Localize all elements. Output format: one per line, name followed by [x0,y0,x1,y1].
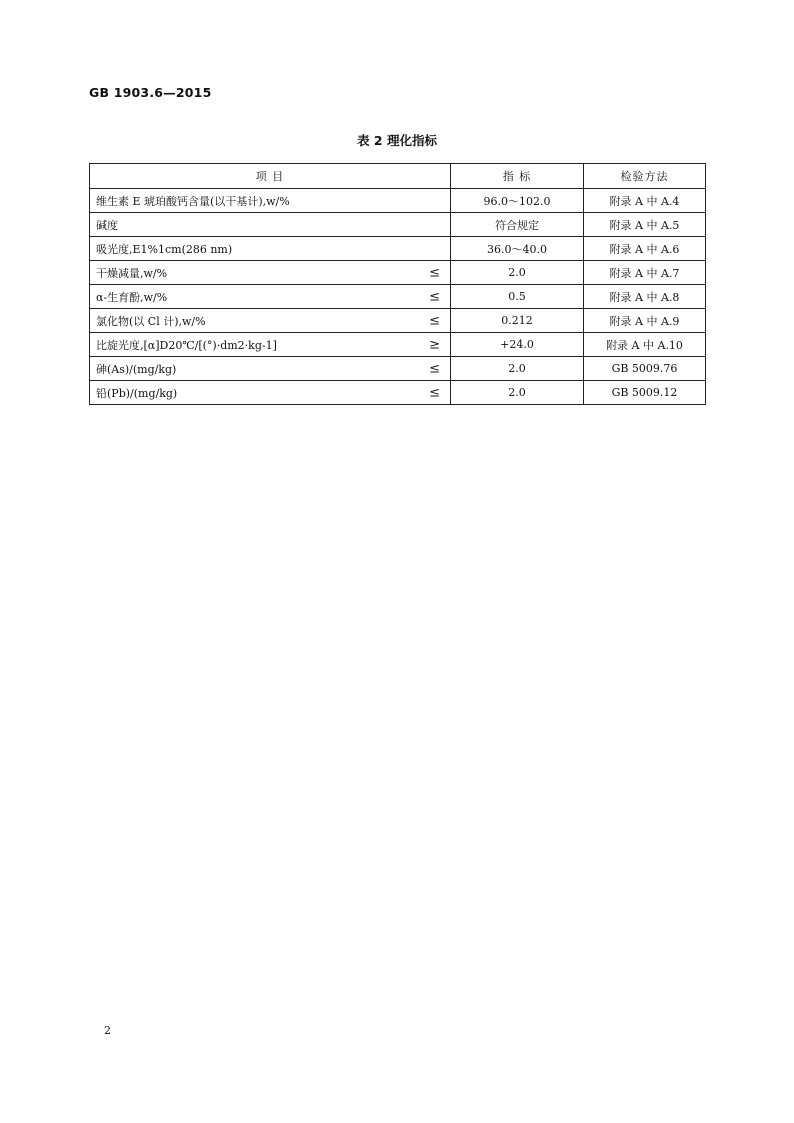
comparator-symbol: ≥ [429,337,440,352]
table-row [90,285,706,309]
row-value: 2.0 [451,381,584,405]
table-row [90,261,706,285]
item-label: 维生素 E 琥珀酸钙含量(以干基计),w/% [96,194,290,208]
table-row [90,213,706,237]
row-method: 附录 A 中 A.9 [584,309,706,333]
row-value: 96.0～102.0 [451,189,584,213]
comparator-symbol: ≤ [429,361,440,376]
table-row [90,189,706,213]
column-header-item: 项 目 [90,164,451,189]
row-item [90,357,451,381]
row-value: +24.0 [451,333,584,357]
row-value: 2.0 [451,261,584,285]
row-item [90,333,451,357]
row-method: 附录 A 中 A.5 [584,213,706,237]
item-label: 氯化物(以 Cl 计),w/% [96,314,206,328]
comparator-symbol: ≤ [429,265,440,280]
standard-code: GB 1903.6—2015 [89,85,212,100]
row-value: 符合规定 [451,213,584,237]
row-value: 0.212 [451,309,584,333]
row-item [90,213,451,237]
physicochemical-indicators-table [89,163,706,405]
row-item [90,381,451,405]
row-method: GB 5009.12 [584,381,706,405]
item-label: 铅(Pb)/(mg/kg) [96,386,178,400]
row-value: 36.0～40.0 [451,237,584,261]
comparator-symbol: ≤ [429,313,440,328]
item-label: 砷(As)/(mg/kg) [96,362,177,376]
column-header-method: 检验方法 [584,164,706,189]
item-label: 吸光度,E1%1cm(286 nm) [96,242,233,256]
row-method: 附录 A 中 A.7 [584,261,706,285]
comparator-symbol: ≤ [429,289,440,304]
row-item [90,309,451,333]
comparator-symbol: ≤ [429,385,440,400]
row-method: 附录 A 中 A.8 [584,285,706,309]
page-number: 2 [104,1024,111,1037]
row-item [90,261,451,285]
column-header-value: 指 标 [451,164,584,189]
row-method: GB 5009.76 [584,357,706,381]
table-header-row [90,164,706,189]
table-row [90,333,706,357]
row-method: 附录 A 中 A.6 [584,237,706,261]
row-item [90,237,451,261]
item-label: α-生育酚,w/% [96,290,168,304]
item-label: 比旋光度,[α]D20℃/[(°)·dm2·kg-1] [96,338,277,352]
row-method: 附录 A 中 A.4 [584,189,706,213]
table-caption: 表 2 理化指标 [357,133,437,148]
table-row [90,381,706,405]
row-item [90,189,451,213]
table-row [90,357,706,381]
row-value: 2.0 [451,357,584,381]
item-label: 碱度 [96,218,118,232]
row-method: 附录 A 中 A.10 [584,333,706,357]
item-label: 干燥减量,w/% [96,266,168,280]
table-row [90,237,706,261]
row-item [90,285,451,309]
row-value: 0.5 [451,285,584,309]
table-row [90,309,706,333]
